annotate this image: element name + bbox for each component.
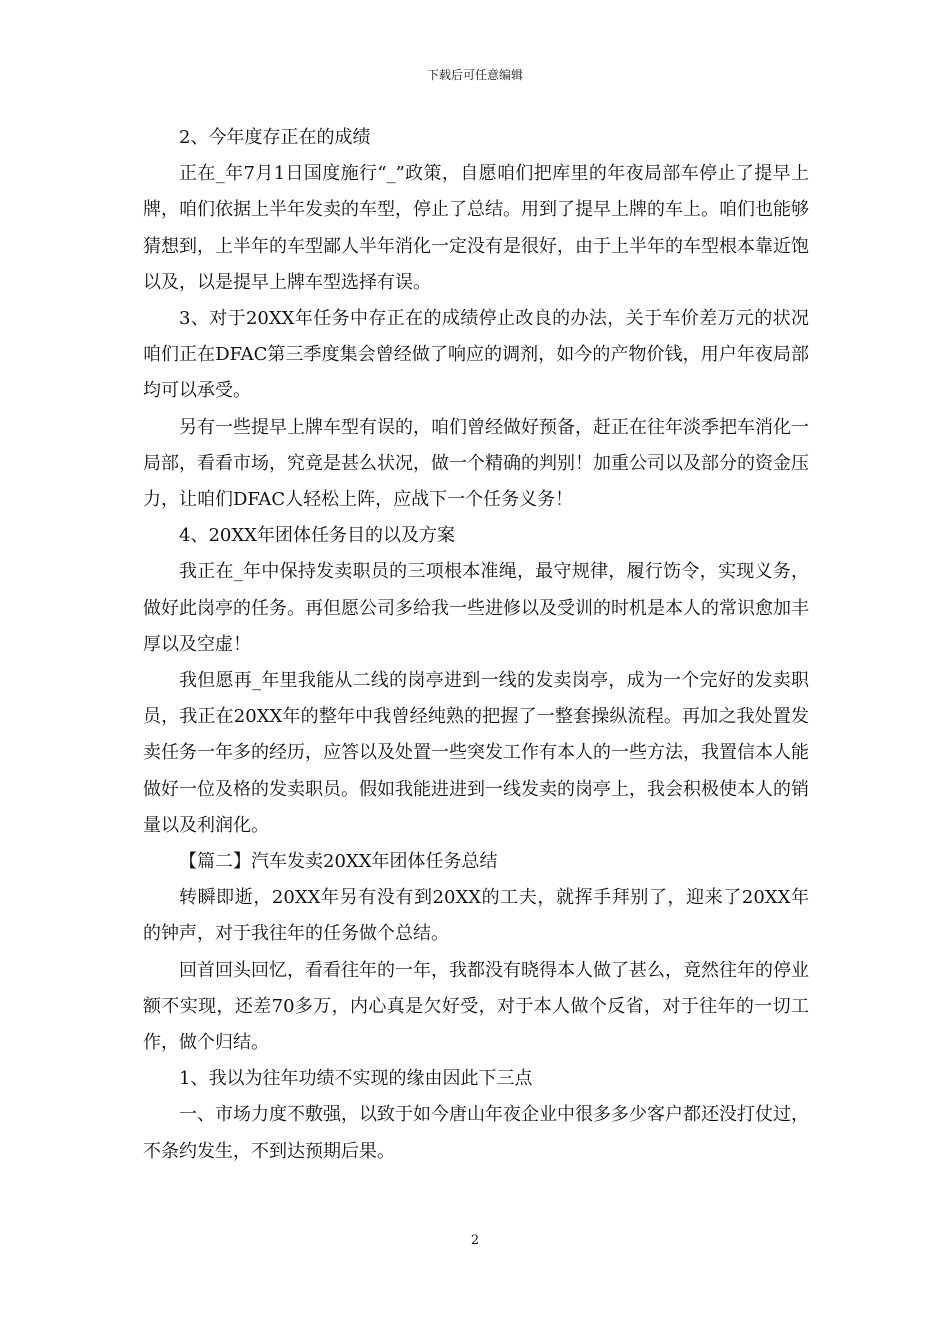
paragraph: 正在_年7月1日国度施行“_”政策，自愿咱们把库里的年夜局部车停止了提早上牌，咱们依据上半年发卖的车型，停止了总结。用到了提早上牌的车上。咱们也能够猜想到，上半年的车型鄙人半年消化一定没有是很好，由于上半年的车型根本靠近饱以及，以是提早上牌车型选择有误。 — [143, 163, 809, 293]
paragraph: 转瞬即逝，20XX年另有没有到20XX的工夫，就挥手拜别了，迎来了20XX年的钟声，对于我往年的任务做个总结。 — [143, 887, 809, 945]
section-heading: 【篇二】汽车发卖20XX年团体任务总结 — [179, 851, 498, 873]
page-header: 下载后可任意编辑 — [426, 68, 523, 82]
paragraph: 1、我以为往年功绩不实现的缘由因此下三点 — [179, 1068, 533, 1090]
paragraph: 一、市场力度不敷强，以致于如今唐山年夜企业中很多多少客户都还没打仗过，不条约发生，不到达预期后果。 — [143, 1104, 809, 1162]
paragraph: 我但愿再_年里我能从二线的岗亭进到一线的发卖岗亭，成为一个完好的发卖职员，我正在20XX年的整年中我曾经纯熟的把握了一整套操纵流程。再加之我处置发卖任务一年多的经历，应答以及处置一些突发工作有本人的一些方法，我置信本人能做好一位及格的发卖职员。假如我能进进到一线发卖的岗亭上，我会积极使本人的销量以及利润化。 — [143, 670, 809, 836]
paragraph: 我正在_年中保持发卖职员的三项根本准绳，最守规律，履行饬令，实现义务，做好此岗亭的任务。再但愿公司多给我一些进修以及受训的时机是本人的常识愈加丰厚以及空虚！ — [143, 561, 809, 655]
paragraph: 另有一些提早上牌车型有误的，咱们曾经做好预备，赶正在往年淡季把车消化一局部，看看市场，究竟是甚么状况，做一个精确的判别！加重公司以及部分的资金压力，让咱们DFAC人轻松上阵，应战下一个任务义务！ — [143, 416, 809, 511]
paragraph: 4、20XX年团体任务目的以及方案 — [179, 525, 455, 547]
paragraph: 回首回头回忆，看看往年的一年，我都没有晓得本人做了甚么，竟然往年的停业额不实现，还差70多万，内心真是欠好受，对于本人做个反省，对于往年的一切工作，做个归结。 — [143, 959, 809, 1054]
document-body — [143, 120, 809, 1170]
paragraph: 3、对于20XX年任务中存正在的成绩停止改良的办法，关于车价差万元的状况咱们正在DFAC第三季度集会曾经做了响应的调剂，如今的产物价钱，用户年夜局部均可以承受。 — [143, 308, 809, 402]
paragraph: 2、今年度存正在的成绩 — [179, 127, 371, 148]
page-number: 2 — [470, 1233, 480, 1248]
